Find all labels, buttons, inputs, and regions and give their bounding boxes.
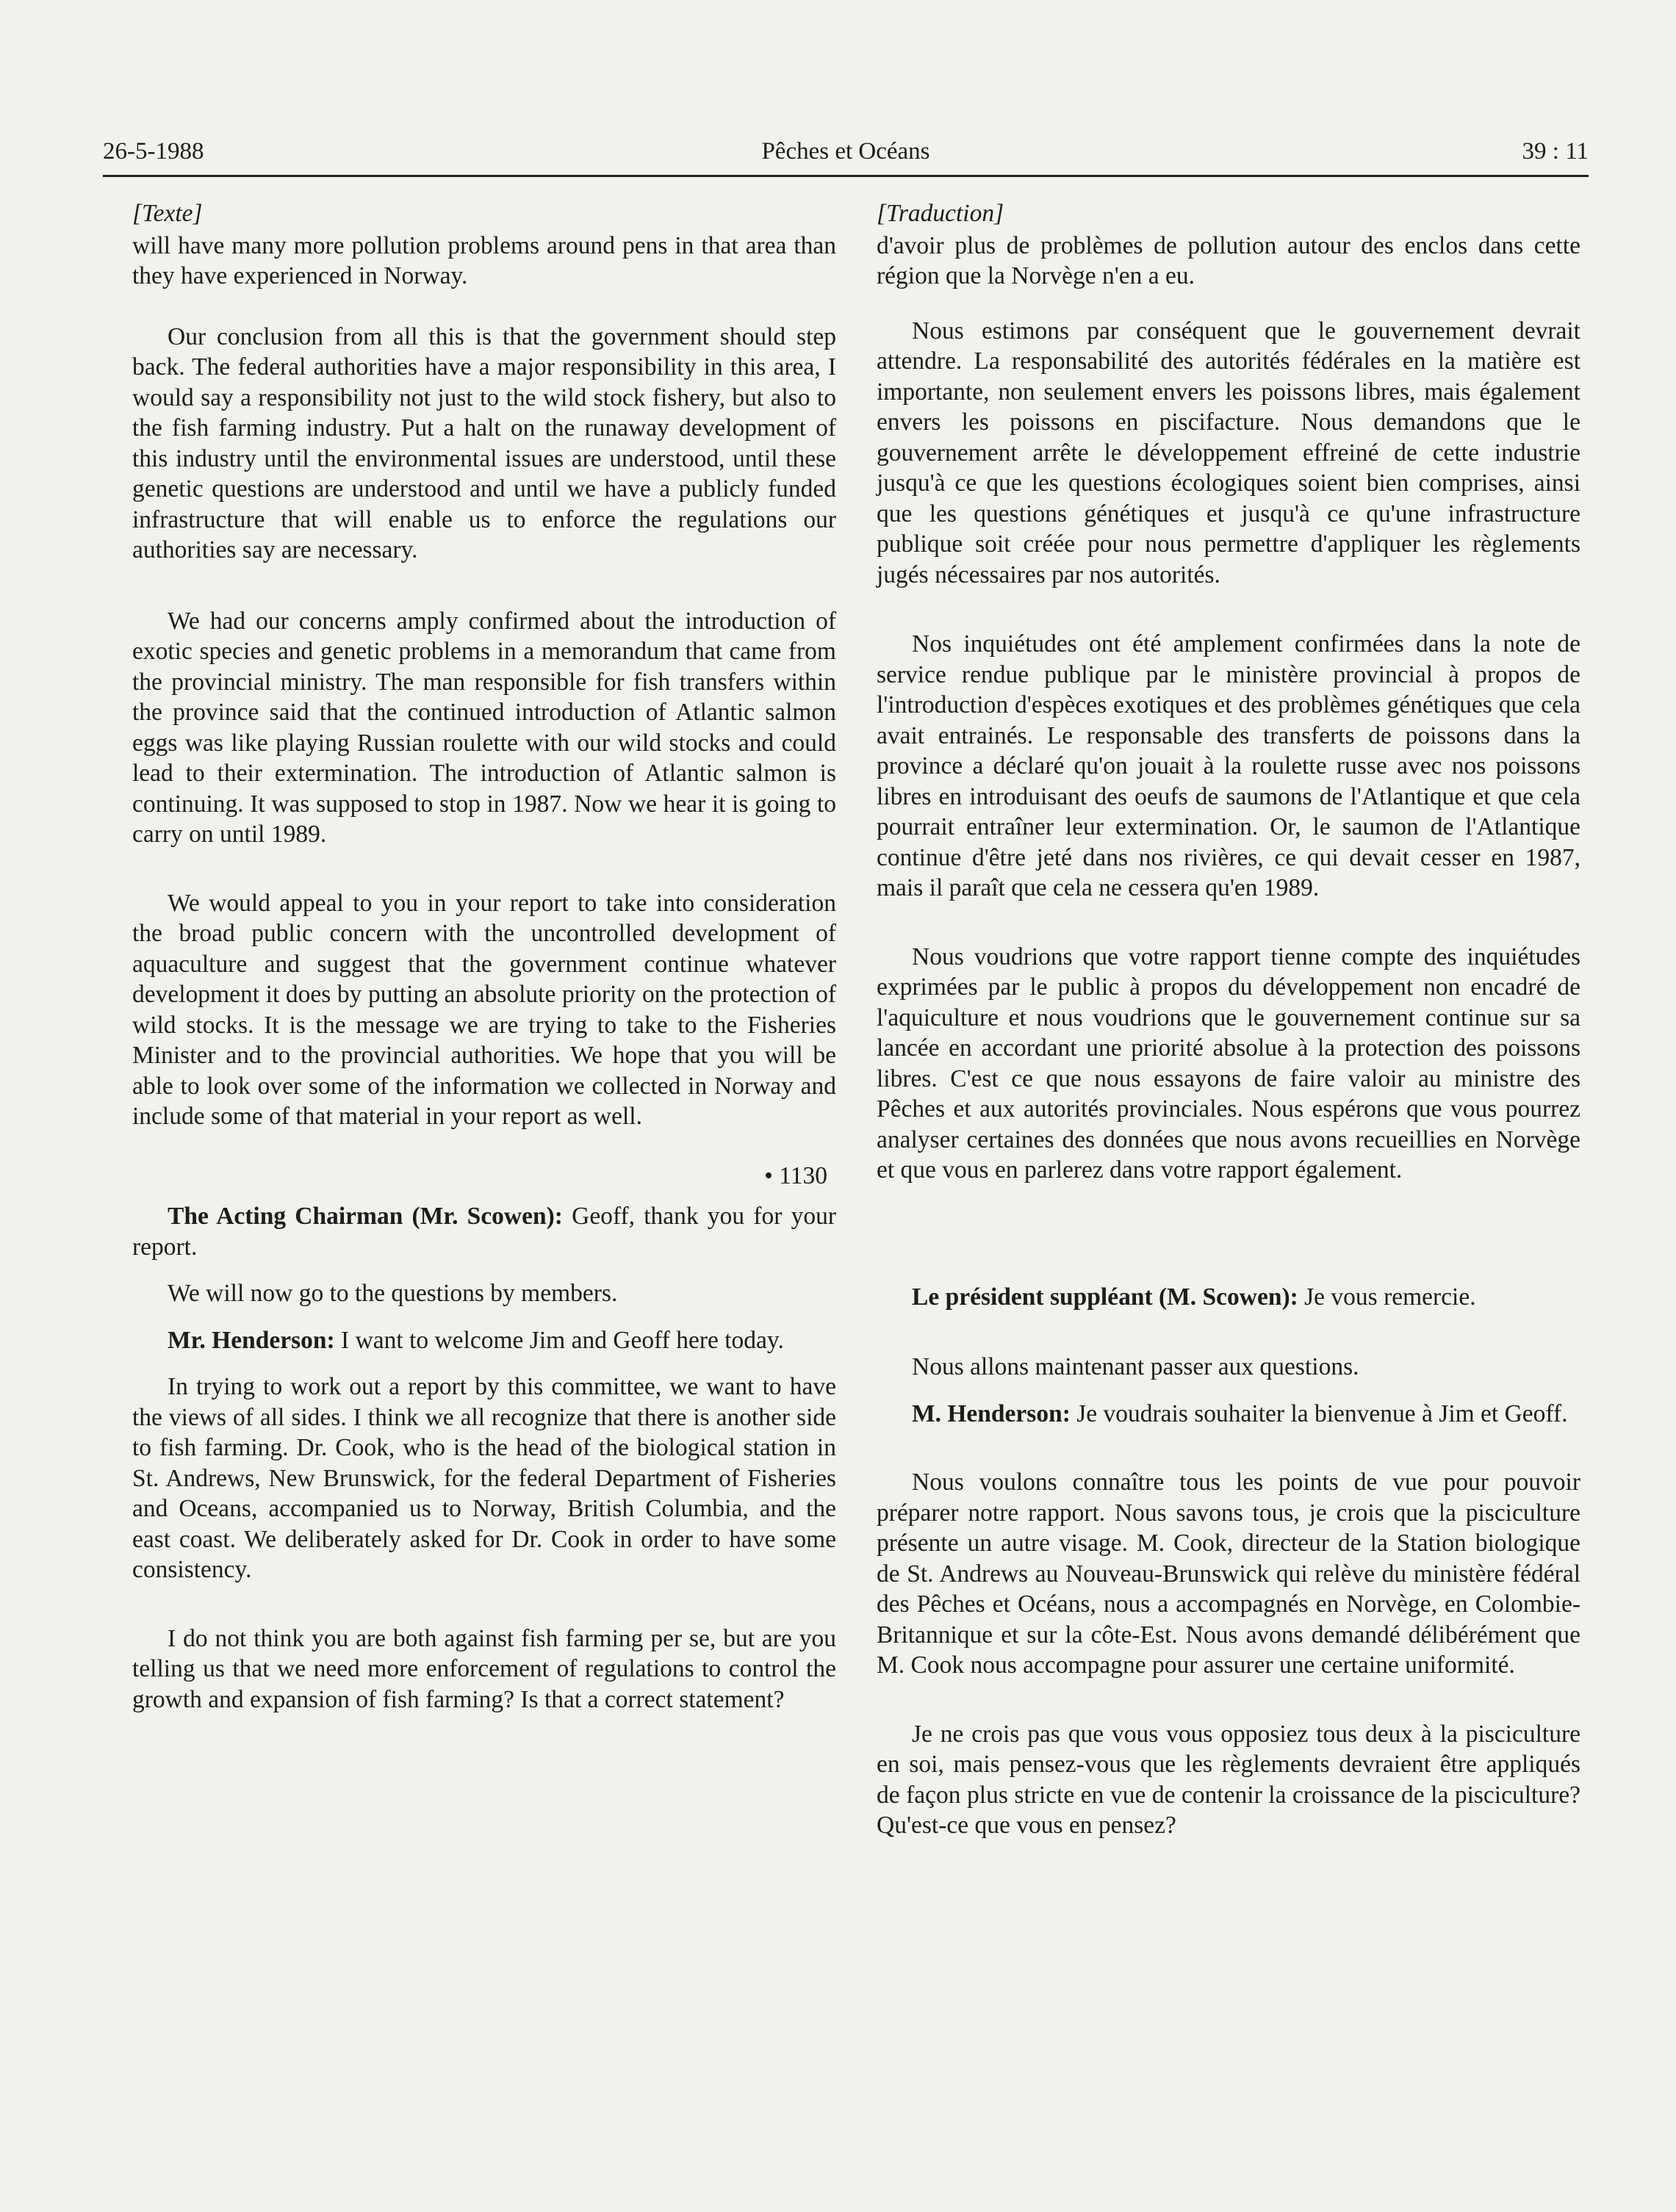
paragraph: Nous voudrions que votre rapport tienne compte des inquiétudes exprimées par le public à propos du développement non encadré de l'aquiculture et nous voudrions que le gouvernement continue sur sa lancée en accordant une priorité absolue à la protection des poissons libres. C'est ce que nous essayons de faire valoir au ministre des Pêches et aux autorités provinciales. Nous espérons que vous pourrez analyser certaines des données que nous avons recueillies en Norvège et que vous en parlerez dans votre rapport également.	[877, 943, 1580, 1184]
paragraph: We would appeal to you in your report to take into consideration the broad public concern with the uncontrolled development of aquaculture and suggest that the government continue whatever development it does by putting an absolute priority on the protection of wild stocks. It is the message we are trying to take to the Fisheries Minister and to the provincial authorities. We hope that you will be able to look over some of the information we collected in Norway and include some of that material in your report as well.	[132, 889, 836, 1130]
speech-text: Je vous remercie.	[1304, 1283, 1476, 1311]
speech-text: I want to welcome Jim and Geoff here today.	[341, 1326, 784, 1354]
time-marker: • 1130	[764, 1161, 827, 1189]
header-rule	[103, 175, 1589, 177]
speech-text: Geoff, thank you for your report.	[132, 1203, 836, 1261]
header-date: 26-5-1988	[103, 138, 204, 165]
paragraph: Nous voulons connaître tous les points de vue pour pouvoir préparer notre rapport. Nous savons tous, je crois que la pisciculture présente un autre visage. M. Cook, directeur de la Station biologique de St. Andrews au Nouveau-Brunswick qui relève du ministère fédéral des Pêches et Océans, nous a accompagnés en Norvège, en Colombie-Britannique et sur la côte-Est. Nous avons demandé délibérément que M. Cook nous accompagne pour assurer une certaine uniformité.	[877, 1469, 1580, 1679]
henderson-remark	[132, 1325, 836, 1356]
english-column	[132, 198, 836, 1715]
chair-remark	[132, 1201, 836, 1262]
paragraph: We had our concerns amply confirmed about the introduction of exotic species and genetic problems in a memorandum that came from the provincial ministry. The man responsible for fish transfers within the province said that the continued introduction of Atlantic salmon eggs was like playing Russian roulette with our wild stocks and could lead to their extermination. The introduction of Atlantic salmon is continuing. It was supposed to stop in 1987. Now we hear it is going to carry on until 1989.	[132, 607, 836, 848]
speaker-name: Mr. Henderson:	[168, 1326, 335, 1354]
paragraph: Nous estimons par conséquent que le gouvernement devrait attendre. La responsabilité des autorités fédérales en la matière est importante, non seulement envers les poissons libres, mais également envers les poissons en piscifacture. Nous demandons que le gouvernement arrête le développement effreiné de cette industrie jusqu'à ce que les questions écologiques soient bien comprises, ainsi que les questions génétiques et jusqu'à ce qu'une infrastructure publique soit créée pour nous permettre d'appliquer les règlements jugés nécessaires par nos autorités.	[877, 317, 1580, 588]
henderson-remark	[877, 1399, 1580, 1430]
translation-tag: [Traduction]	[877, 200, 1004, 227]
french-column	[877, 198, 1580, 1841]
chair-remark	[877, 1282, 1580, 1313]
speaker-name: Le président suppléant (M. Scowen):	[912, 1283, 1298, 1311]
paragraph: will have many more pollution problems around pens in that area than they have experienced in Norway.	[132, 231, 836, 289]
paragraph: In trying to work out a report by this committee, we want to have the views of all sides. I think we all recognize that there is another side to fish farming. Dr. Cook, who is the head of the biological station in St. Andrews, New Brunswick, for the federal Department of Fisheries and Oceans, accompanied us to Norway, British Columbia, and the east coast. We deliberately asked for Dr. Cook in order to have some consistency.	[132, 1373, 836, 1583]
paragraph: Nos inquiétudes ont été amplement confirmées dans la note de service rendue publique par le ministère provincial à propos de l'introduction d'espèces exotiques et des problèmes génétiques que cela avait entrainés. Le responsable des transferts de poissons dans la province a déclaré qu'on jouait à la roulette russe avec nos poissons libres en introduisant des oeufs de saumons de l'Atlantique et que cela pourrait entraîner leur extermination. Or, le saumon de l'Atlantique continue d'être jeté dans nos rivières, ce qui devait cesser en 1987, mais il paraît que cela ne cessera qu'en 1989.	[877, 630, 1580, 901]
paragraph: Nous allons maintenant passer aux questions.	[912, 1353, 1359, 1380]
paragraph: I do not think you are both against fish farming per se, but are you telling us that we need more enforcement of regulations to control the growth and expansion of fish farming? Is that a correct statement?	[132, 1624, 836, 1713]
speaker-name: The Acting Chairman (Mr. Scowen):	[168, 1203, 563, 1230]
header-title: Pêches et Océans	[761, 138, 930, 165]
paragraph: Our conclusion from all this is that the government should step back. The federal authorities have a major responsibility in this area, I would say a responsibility not just to the wild stock fishery, but also to the fish farming industry. Put a halt on the runaway development of this industry until the environmental issues are understood, until these genetic questions are understood and until we have a publicly funded infrastructure that will enable us to enforce the regulations our authorities say are necessary.	[132, 323, 836, 563]
paragraph: Je ne crois pas que vous vous opposiez tous deux à la pisciculture en soi, mais pensez-vous que les règlements devraient être appliqués de façon plus stricte en vue de contenir la croissance de la pisciculture? Qu'est-ce que vous en pensez?	[877, 1720, 1580, 1839]
header-page-number: 39 : 11	[1522, 138, 1589, 165]
page-header	[103, 138, 1589, 175]
speech-text: Je voudrais souhaiter la bienvenue à Jim et Geoff.	[1076, 1399, 1568, 1427]
text-tag: [Texte]	[132, 200, 203, 227]
paragraph: We will now go to the questions by members.	[168, 1280, 618, 1307]
speaker-name: M. Henderson:	[912, 1399, 1071, 1427]
paragraph: d'avoir plus de problèmes de pollution autour des enclos dans cette région que la Norvège n'en a eu.	[877, 231, 1580, 289]
